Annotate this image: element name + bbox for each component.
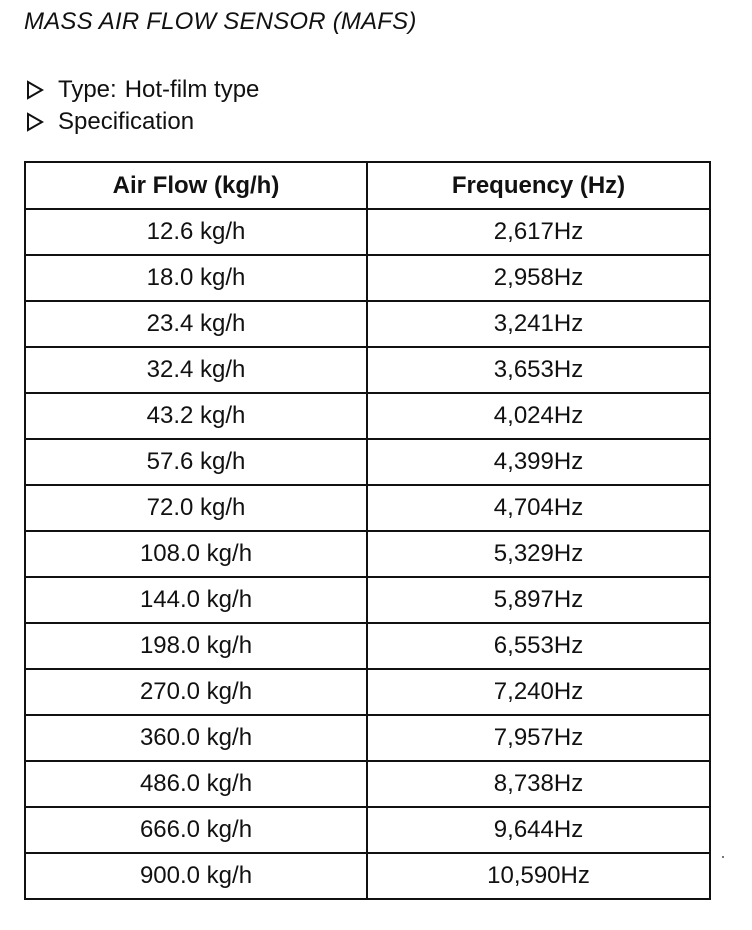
air-flow-cell: 486.0 kg/h bbox=[25, 761, 367, 807]
table-row bbox=[25, 347, 710, 393]
table-row bbox=[25, 853, 710, 899]
table-row bbox=[25, 209, 710, 255]
margin-dot bbox=[722, 856, 724, 858]
frequency-cell: 8,738Hz bbox=[367, 761, 710, 807]
table-row bbox=[25, 255, 710, 301]
frequency-cell: 6,553Hz bbox=[367, 623, 710, 669]
air-flow-cell: 108.0 kg/h bbox=[25, 531, 367, 577]
spec-item-specification bbox=[26, 106, 259, 138]
frequency-cell: 3,653Hz bbox=[367, 347, 710, 393]
frequency-cell: 2,617Hz bbox=[367, 209, 710, 255]
table-row bbox=[25, 715, 710, 761]
spec-label: Type: bbox=[58, 76, 117, 103]
table-row bbox=[25, 761, 710, 807]
table-row bbox=[25, 439, 710, 485]
spec-label: Specification bbox=[58, 108, 195, 135]
column-header-air-flow: Air Flow (kg/h) bbox=[25, 162, 367, 209]
air-flow-cell: 666.0 kg/h bbox=[25, 807, 367, 853]
frequency-cell: 5,897Hz bbox=[367, 577, 710, 623]
air-flow-cell: 144.0 kg/h bbox=[25, 577, 367, 623]
air-flow-cell: 43.2 kg/h bbox=[25, 393, 367, 439]
frequency-cell: 3,241Hz bbox=[367, 301, 710, 347]
frequency-cell: 9,644Hz bbox=[367, 807, 710, 853]
air-flow-cell: 360.0 kg/h bbox=[25, 715, 367, 761]
triangle-bullet-icon bbox=[26, 80, 44, 100]
air-flow-cell: 72.0 kg/h bbox=[25, 485, 367, 531]
spec-item-type bbox=[26, 74, 259, 106]
page-title: MASS AIR FLOW SENSOR (MAFS) bbox=[24, 8, 417, 35]
air-flow-cell: 32.4 kg/h bbox=[25, 347, 367, 393]
air-flow-cell: 198.0 kg/h bbox=[25, 623, 367, 669]
table-row bbox=[25, 531, 710, 577]
triangle-bullet-icon bbox=[26, 112, 44, 132]
air-flow-cell: 270.0 kg/h bbox=[25, 669, 367, 715]
frequency-cell: 4,704Hz bbox=[367, 485, 710, 531]
frequency-cell: 7,957Hz bbox=[367, 715, 710, 761]
air-flow-cell: 12.6 kg/h bbox=[25, 209, 367, 255]
table-row bbox=[25, 485, 710, 531]
table-header-row bbox=[25, 162, 710, 209]
spec-table bbox=[24, 161, 711, 900]
air-flow-cell: 18.0 kg/h bbox=[25, 255, 367, 301]
frequency-cell: 2,958Hz bbox=[367, 255, 710, 301]
air-flow-cell: 23.4 kg/h bbox=[25, 301, 367, 347]
air-flow-cell: 900.0 kg/h bbox=[25, 853, 367, 899]
frequency-cell: 7,240Hz bbox=[367, 669, 710, 715]
column-header-frequency: Frequency (Hz) bbox=[367, 162, 710, 209]
table-body bbox=[25, 209, 710, 899]
table-row bbox=[25, 393, 710, 439]
air-flow-cell: 57.6 kg/h bbox=[25, 439, 367, 485]
frequency-cell: 4,399Hz bbox=[367, 439, 710, 485]
spec-value: Hot-film type bbox=[124, 76, 260, 103]
spec-list bbox=[26, 74, 259, 138]
table-row bbox=[25, 577, 710, 623]
table-row bbox=[25, 669, 710, 715]
table-row bbox=[25, 301, 710, 347]
table-row bbox=[25, 807, 710, 853]
frequency-cell: 4,024Hz bbox=[367, 393, 710, 439]
frequency-cell: 10,590Hz bbox=[367, 853, 710, 899]
table-row bbox=[25, 623, 710, 669]
frequency-cell: 5,329Hz bbox=[367, 531, 710, 577]
